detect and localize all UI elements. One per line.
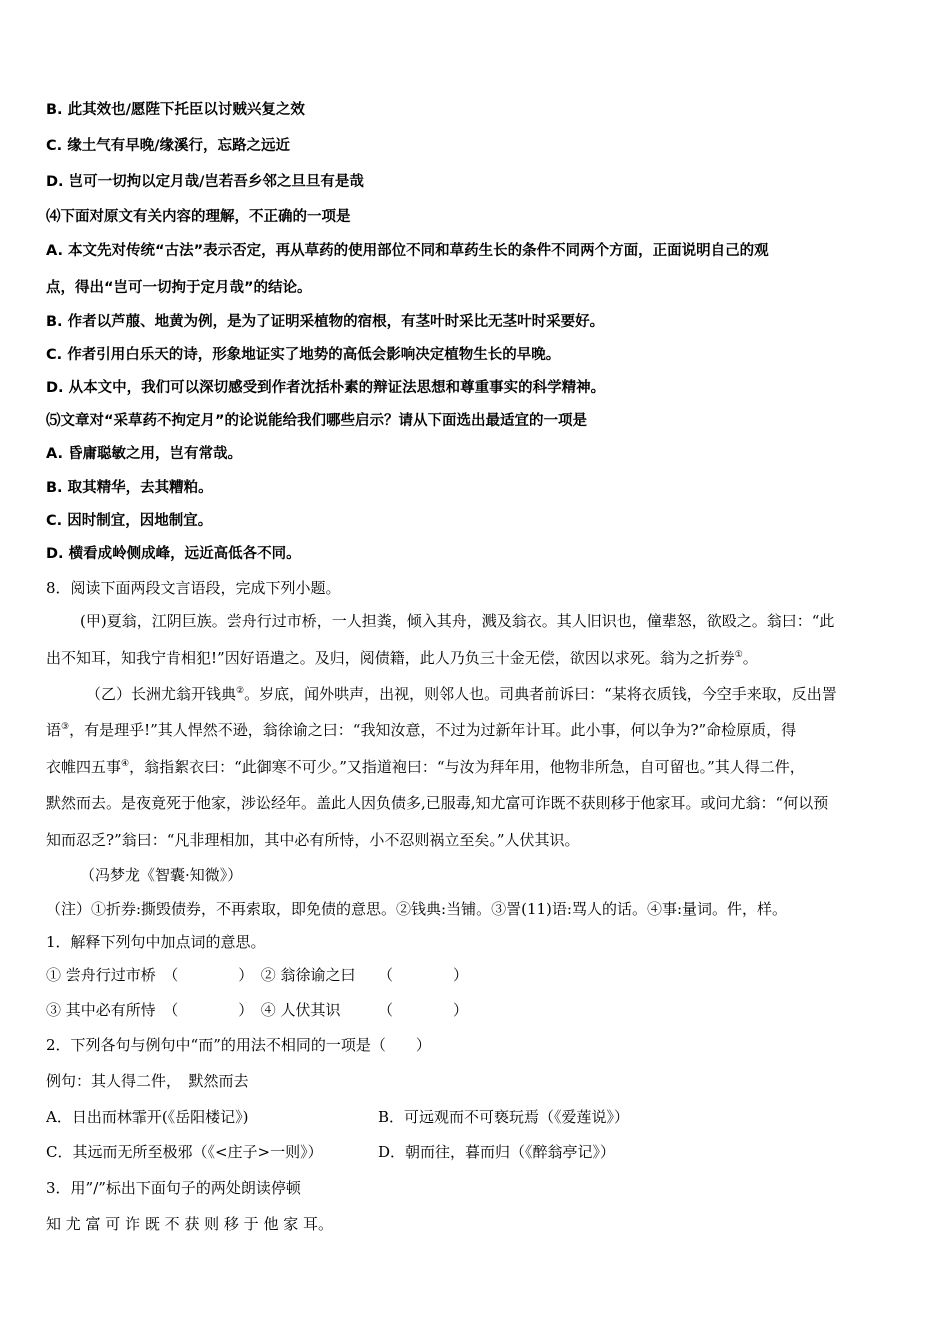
footnote-marker-2: ② xyxy=(236,686,245,696)
question-8-heading: 8．阅读下面两段文言语段，完成下列小题。 xyxy=(46,579,341,597)
option-4c: C. 作者引用白乐天的诗，形象地证实了地势的高低会影响决定植物生长的早晚。 xyxy=(46,347,561,363)
subquestion-2-example: 例句：其人得二件， 默然而去 xyxy=(46,1072,249,1090)
option-5b: B. 取其精华，去其糟粕。 xyxy=(46,480,213,496)
option-5c: C. 因时制宜，因地制宜。 xyxy=(46,513,213,529)
subquestion-2-stem: 2．下列各句与例句中“而”的用法不相同的一项是（ ） xyxy=(46,1036,431,1054)
passage-yi-line5: 知而忍乏?”翁曰：“凡非理相加，其中必有所恃，小不忍则祸立至矣。”人伏其识。 xyxy=(46,831,580,849)
passage-yi-line2: 语③，有是理乎!”其人悍然不逊，翁徐谕之曰：“我知汝意，不过为过新年计耳。此小事，何以争为?”命检原质，得 xyxy=(46,721,797,739)
subquestion-1-row1: ① 尝舟行过市桥 （ ） ② 翁徐谕之曰 （ ） xyxy=(46,966,469,984)
passage-yi-line3: 衣帷四五事④，翁指絮衣曰：“此御寒不可少。”又指道袍曰：“与汝为拜年用，他物非所急，自可留也。”其人得二件， xyxy=(46,758,805,776)
option-4a-line2: 点，得出“岂可一切拘于定月哉”的结论。 xyxy=(46,280,312,296)
option-4d: D. 从本文中，我们可以深切感受到作者沈括朴素的辩证法思想和尊重事实的科学精神。 xyxy=(46,380,606,396)
option-2c: C．其远而无所至极邪（《<庄子>一则》） xyxy=(46,1143,323,1161)
option-4b: B. 作者以芦菔、地黄为例，是为了证明采植物的宿根，有茎叶时采比无茎叶时采要好。 xyxy=(46,314,605,330)
option-2b: B．可远观而不可亵玩焉（《爱莲说》） xyxy=(378,1108,630,1126)
passage-source: （冯梦龙《智囊·知微》） xyxy=(80,866,243,884)
annotation-note: （注）①折券:撕毁债券，不再索取，即免债的意思。②钱典:当铺。③詈(11)语:骂人的话。④事:量词。件，样。 xyxy=(46,900,788,918)
footnote-marker-3: ③ xyxy=(61,722,70,732)
passage-jia-line1: (甲)夏翁，江阴巨族。尝舟行过市桥，一人担粪，倾入其舟，溅及翁衣。其人旧识也，僮辈怒，欲殴之。翁曰：“此 xyxy=(80,612,835,630)
option-4a-line1: A. 本文先对传统“古法”表示否定，再从草药的使用部位不同和草药生长的条件不同两个方面，正面说明自己的观 xyxy=(46,243,769,259)
passage-jia-line2: 出不知耳，知我宁肯相犯!”因好语遣之。及归，阅债籍，此人乃负三十金无偿，欲因以求死。翁为之折券①。 xyxy=(46,649,758,667)
option-3b: B. 此其效也/愿陛下托臣以讨贼兴复之效 xyxy=(46,102,305,118)
subquestion-1-row2: ③ 其中必有所恃 （ ） ④ 人伏其识 （ ） xyxy=(46,1001,469,1019)
subquestion-3-stem: 3．用”/”标出下面句子的两处朗读停顿 xyxy=(46,1179,301,1197)
option-2a: A．日出而林霏开(《岳阳楼记》) xyxy=(46,1108,249,1126)
option-2d: D．朝而往，暮而归（《醉翁亭记》） xyxy=(378,1143,616,1161)
option-5a: A. 昏庸聪敏之用，岂有常哉。 xyxy=(46,446,243,462)
passage-yi-line1: （乙）长洲尤翁开钱典②。岁底，闻外哄声，出视，则邻人也。司典者前诉曰：“某将衣质钱，今空手来取，反出詈 xyxy=(86,685,837,703)
footnote-marker-1: ① xyxy=(734,650,743,660)
question-4-stem: ⑷下面对原文有关内容的理解，不正确的一项是 xyxy=(46,209,351,225)
subquestion-3-text: 知 尤 富 可 诈 既 不 获 则 移 于 他 家 耳。 xyxy=(46,1215,333,1233)
option-5d: D. 横看成岭侧成峰，远近高低各不同。 xyxy=(46,546,301,562)
option-3c: C. 缘土气有早晚/缘溪行，忘路之远近 xyxy=(46,138,290,154)
passage-yi-line4: 默然而去。是夜竟死于他家，涉讼经年。盖此人因负债多,已服毒,知尤富可诈既不获則移于他家耳。或问尤翁：“何以预 xyxy=(46,794,829,812)
footnote-marker-4: ④ xyxy=(121,759,130,769)
question-5-stem: ⑸文章对“采草药不拘定月”的论说能给我们哪些启示？请从下面选出最适宜的一项是 xyxy=(46,413,588,429)
subquestion-1-stem: 1．解释下列句中加点词的意思。 xyxy=(46,933,266,951)
option-3d: D. 岂可一切拘以定月哉/岂若吾乡邻之旦旦有是哉 xyxy=(46,174,364,190)
